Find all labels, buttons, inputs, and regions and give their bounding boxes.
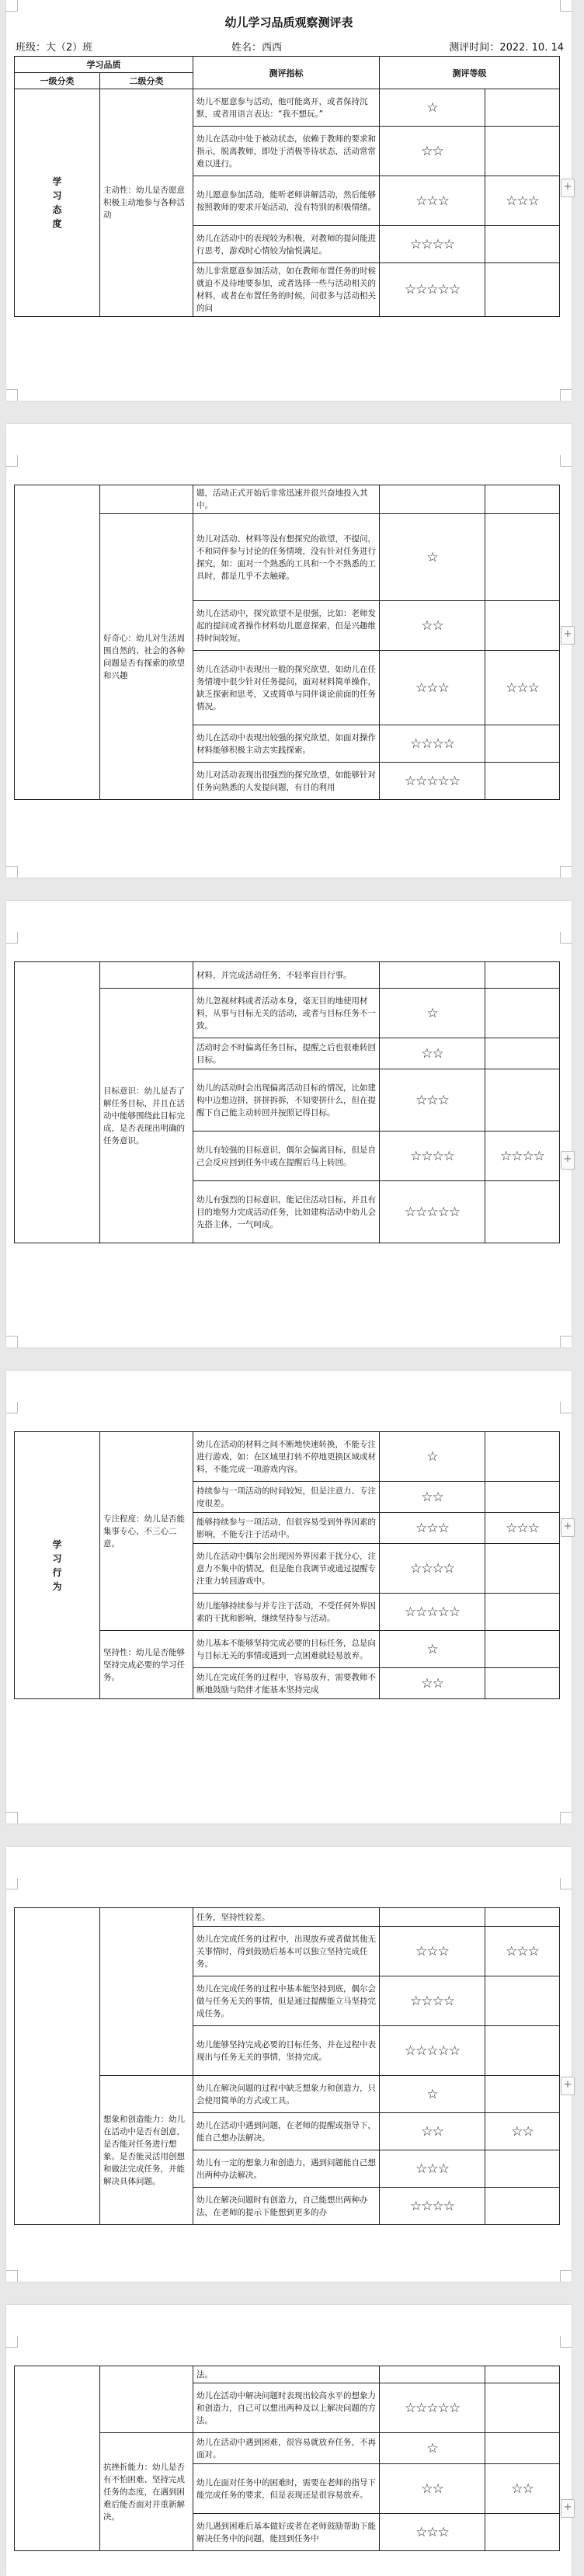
subcategory-cell-continued [100, 1908, 193, 2076]
indicator-text: 幼儿在活动中表现出一般的探究欲望，如幼儿在任务情境中很少针对任务提问，面对材料简单操作，缺乏探索和思考，又或简单与同伴谈论前面的任务情况。 [193, 651, 380, 725]
header-level-2: 二级分类 [100, 73, 193, 89]
rating-result-empty [485, 2366, 560, 2383]
star-level: ☆☆☆☆ [380, 226, 485, 263]
evaluation-table-2 [14, 485, 560, 800]
evaluation-table-5 [14, 1907, 560, 2225]
star-level-empty [380, 2366, 485, 2383]
rating-result: ☆☆ [485, 2113, 560, 2150]
crop-mark [6, 1402, 18, 1413]
indicator-text: 幼儿在面对任务中的困难时，需要在老师的指导下能完成任务的要求，但是表现还是很容易放弃。 [193, 2464, 380, 2514]
crop-mark [560, 2336, 572, 2348]
indicator-text-continued: 题，活动正式开始后非常迅速并很兴奋地投入其中。 [193, 485, 380, 514]
star-level: ☆☆☆☆☆ [380, 263, 485, 317]
indicator-text: 幼儿忽视材料或者活动本身，毫无目的地使用材料，从事与目标无关的活动，或者与目标任务不一致。 [193, 989, 380, 1038]
student-name: 姓名：西西 [231, 42, 283, 54]
crop-mark [6, 1812, 18, 1823]
rating-result [485, 1594, 560, 1631]
subcategory-imagination-creativity: 想象和创造能力：幼儿在活动中是否有创意，是否能对任务进行想象。是否能灵活用创想和做法完成任务，并能解决具体问题。 [100, 2076, 193, 2225]
indicator-text: 持续参与一项活动的时间较短，但是注意力、专注度很差。 [193, 1482, 380, 1513]
star-level: ☆☆☆☆ [380, 725, 485, 763]
star-level: ☆☆☆☆☆ [380, 1181, 485, 1243]
indicator-text: 活动时会不时偏离任务目标，提醒之后也很难转回目标。 [193, 1038, 380, 1069]
rating-result [485, 601, 560, 651]
rating-result [485, 1544, 560, 1594]
evaluation-table-3 [14, 961, 560, 1243]
document-page-5 [6, 1847, 572, 2282]
indicator-text: 幼儿有强烈的目标意识，能记住活动目标，并且有目的地努力完成活动任务，比如建构活动中幼儿会先搭主体，一气呵成。 [193, 1181, 380, 1243]
star-level: ☆☆ [380, 127, 485, 176]
rating-result [485, 127, 560, 176]
star-level: ☆☆☆☆ [380, 1132, 485, 1181]
star-level: ☆☆☆☆☆ [380, 763, 485, 800]
rating-result [485, 1631, 560, 1668]
document-page-4 [6, 1371, 572, 1823]
category-cell-continued [15, 962, 100, 1243]
rating-result [485, 263, 560, 317]
star-level: ☆☆ [380, 2113, 485, 2150]
indicator-text: 幼儿在解决问题的过程中缺乏想象力和创造力，只会使用简单的方式或工具。 [193, 2076, 380, 2113]
indicator-text: 幼儿在活动的材料之间不断地快速转换，不能专注进行游戏，如：在区域里打转不停地更换区域或材料，不能完成一项游戏内容。 [193, 1432, 380, 1482]
crop-mark [6, 2270, 18, 2282]
star-level: ☆☆☆☆ [380, 2188, 485, 2225]
star-level: ☆☆☆ [380, 176, 485, 226]
document-title: 幼儿学习品质观察测评表 [224, 16, 353, 30]
crop-mark [560, 932, 572, 944]
rating-result-empty [485, 1908, 560, 1927]
subcategory-cell-continued [100, 962, 193, 989]
rating-result [485, 1069, 560, 1132]
subcategory-cell-continued [100, 485, 193, 514]
rating-result: ☆☆☆ [485, 1513, 560, 1544]
star-level-empty [380, 962, 485, 989]
add-row-button[interactable]: + [561, 1151, 575, 1170]
rating-result-empty [485, 485, 560, 514]
star-level: ☆ [380, 89, 485, 127]
star-level: ☆☆☆☆☆ [380, 2026, 485, 2076]
crop-mark [6, 1878, 18, 1889]
indicator-text: 幼儿在活动中解决问题时表现出较高水平的想象力和创造力，自己可以想出两种及以上解决问题的方法。 [193, 2383, 380, 2433]
indicator-text: 幼儿在解决问题时有创造力，自己能想出两种办法，在老师的提示下能想到更多的办 [193, 2188, 380, 2225]
star-level-empty [380, 485, 485, 514]
rating-result [485, 1482, 560, 1513]
category-learning-attitude: 学 习 态 度 [15, 89, 100, 317]
indicator-text: 幼儿在活动中处于被动状态，依赖于教师的要求和指示，脱离教师，即处于消极等待状态，活动常常难以进行。 [193, 127, 380, 176]
crop-mark [6, 2336, 18, 2348]
rating-result [485, 89, 560, 127]
indicator-text: 幼儿在完成任务的过程中，容易放弃，需要教师不断地鼓励与陪伴才能基本坚持完成 [193, 1668, 380, 1699]
rating-result [485, 226, 560, 263]
star-level: ☆☆☆☆☆ [380, 2383, 485, 2433]
star-level: ☆☆ [380, 1038, 485, 1069]
category-cell-continued [15, 1908, 100, 2225]
evaluation-date: 测评时间：2022. 10. 14 [449, 42, 564, 54]
indicator-text: 幼儿在完成任务的过程中，出现放弃或者做其他无关事情时，得到鼓励后基本可以独立坚持完成任务。 [193, 1927, 380, 1976]
rating-result [485, 1976, 560, 2026]
star-level: ☆☆☆ [380, 2514, 485, 2551]
rating-result [485, 725, 560, 763]
crop-mark [560, 455, 572, 467]
rating-result [485, 514, 560, 601]
crop-mark [6, 389, 18, 401]
indicator-text: 幼儿基本不能够坚持完成必要的目标任务，总是向与目标无关的事情或遇到一点困难就轻易放弃。 [193, 1631, 380, 1668]
rating-result [485, 2188, 560, 2225]
crop-mark [6, 0, 18, 12]
subcategory-focus: 专注程度：幼儿是否能集事专心、不三心二意。 [100, 1432, 193, 1631]
indicator-text: 幼儿的活动时会出现偏离活动目标的情况，比如建构中边想边拼，拼拼拆拆，不知要拼什么，但在提醒下自己能主动转回并按照记得目标。 [193, 1069, 380, 1132]
star-level: ☆☆☆ [380, 1927, 485, 1976]
rating-result [485, 2383, 560, 2433]
star-level: ☆ [380, 2076, 485, 2113]
indicator-text: 幼儿有较强的目标意识，偶尔会偏离目标，但是自己会反应回到任务中或在提醒后马上转回。 [193, 1132, 380, 1181]
evaluation-table-6 [14, 2366, 560, 2551]
subcategory-persistence: 坚持性：幼儿是否能够坚持完成必要的学习任务。 [100, 1631, 193, 1699]
indicator-text: 幼儿能够坚持完成必要的目标任务，并在过程中表现出与任务无关的事情，坚持完成。 [193, 2026, 380, 2076]
category-learning-behavior: 学 习 行 为 [15, 1432, 100, 1699]
header-level-1: 一级分类 [15, 73, 100, 89]
crop-mark [560, 2270, 572, 2282]
star-level: ☆ [380, 1432, 485, 1482]
rating-result [485, 2433, 560, 2464]
rating-result [485, 2026, 560, 2076]
indicator-text-continued: 材料，并完成活动任务，不轻率盲目行事。 [193, 962, 380, 989]
indicator-text: 幼儿愿意参加活动，能听老师讲解活动，然后能够按照教师的要求开始活动，没有特别的积极情绪。 [193, 176, 380, 226]
star-level: ☆☆☆ [380, 1069, 485, 1132]
indicator-text: 幼儿在活动中遇到困难，很容易就放弃任务，不再面对。 [193, 2433, 380, 2464]
crop-mark [560, 1336, 572, 1347]
indicator-text-continued: 任务，坚持性较差。 [193, 1908, 380, 1927]
star-level: ☆☆☆☆ [380, 1544, 485, 1594]
header-learning-quality: 学习品质 [15, 57, 193, 73]
rating-result [485, 2150, 560, 2188]
star-level: ☆ [380, 514, 485, 601]
subcategory-cell-continued [100, 2366, 193, 2433]
rating-result-empty [485, 962, 560, 989]
rating-result: ☆☆☆ [485, 1927, 560, 1976]
indicator-text: 幼儿不愿意参与活动，他可能离开，或者保持沉默，或者用语言表达：“我不想玩。” [193, 89, 380, 127]
add-row-button[interactable]: + [561, 626, 575, 645]
crop-mark [6, 455, 18, 467]
star-level: ☆☆☆☆ [380, 1976, 485, 2026]
category-cell-continued [15, 485, 100, 800]
indicator-text-continued: 法。 [193, 2366, 380, 2383]
add-row-button[interactable]: + [561, 1518, 575, 1537]
indicator-text: 幼儿在活动中，探究欲望不是很强，比如：老师发起的提问或者操作材料幼儿愿意探索，但是兴趣维持时间较短。 [193, 601, 380, 651]
rating-result [485, 2514, 560, 2551]
subcategory-goal-awareness: 目标意识：幼儿是否了解任务目标，并且在活动中能够围绕此目标完成，是否表现出明确的任务意识。 [100, 989, 193, 1243]
document-page-2 [6, 424, 572, 878]
evaluation-table-4 [14, 1431, 560, 1699]
rating-result [485, 1038, 560, 1069]
indicator-text: 幼儿遇到困难后基本做好或者在老师鼓励帮助下能解决任务中的问题，能回到任务中 [193, 2514, 380, 2551]
indicator-text: 幼儿对活动表现出很强烈的探究欲望，如能够针对任务向熟悉的人发提问题，有目的利用 [193, 763, 380, 800]
rating-result [485, 763, 560, 800]
crop-mark [560, 389, 572, 401]
rating-result [485, 1432, 560, 1482]
rating-result: ☆☆☆☆ [485, 1132, 560, 1181]
crop-mark [6, 1336, 18, 1347]
rating-result [485, 1181, 560, 1243]
header-indicator: 测评指标 [193, 57, 380, 89]
rating-result: ☆☆☆ [485, 651, 560, 725]
add-row-button[interactable]: + [561, 2077, 575, 2095]
indicator-text: 幼儿在完成任务的过程中基本能坚持到底，偶尔会做与任务无关的事情，但是通过提醒能立马坚持完成任务。 [193, 1976, 380, 2026]
star-level: ☆ [380, 989, 485, 1038]
indicator-text: 幼儿非常愿意参加活动，如在教师布置任务的时候就迫不及待地要参加，或者选择一些与活动相关的材料，或者在布置任务的时候，问很多与活动相关的问 [193, 263, 380, 317]
rating-result: ☆☆ [485, 2464, 560, 2514]
crop-mark [560, 1878, 572, 1889]
add-row-button[interactable]: + [561, 179, 575, 197]
crop-mark [560, 0, 572, 12]
indicator-text: 幼儿在活动中遇到问题，在老师的提醒或指导下，能自己想办法解决。 [193, 2113, 380, 2150]
crop-mark [560, 1402, 572, 1413]
subcategory-frustration-tolerance: 抗挫折能力：幼儿是否有不怕困难、坚持完成任务的态度，在遇到困难后能否面对并重新解决。 [100, 2433, 193, 2551]
star-level-empty [380, 1908, 485, 1927]
rating-result [485, 1668, 560, 1699]
star-level: ☆☆ [380, 601, 485, 651]
crop-mark [560, 866, 572, 878]
indicator-text: 能够持续参与一项活动，但很容易受到外界因素的影响，不能专注于活动中。 [193, 1513, 380, 1544]
star-level: ☆☆☆☆☆ [380, 1594, 485, 1631]
indicator-text: 幼儿在活动中表现出较强的探究欲望，如面对操作材料能够积极主动去实践探索。 [193, 725, 380, 763]
document-page-1 [6, 0, 572, 401]
header-rating: 测评等级 [380, 57, 560, 89]
subcategory-curiosity: 好奇心：幼儿对生活周围自然的、社会的各种问题是否有探索的欲望和兴趣 [100, 514, 193, 800]
indicator-text: 幼儿能够持续参与并专注于活动，不受任何外界因素的干扰和影响，继续坚持参与活动。 [193, 1594, 380, 1631]
star-level: ☆☆ [380, 1482, 485, 1513]
star-level: ☆ [380, 2433, 485, 2464]
star-level: ☆ [380, 1631, 485, 1668]
class-info: 班级：大（2）班 [16, 42, 93, 54]
indicator-text: 幼儿在活动中偶尔会出现因外界因素干扰分心，注意力不集中的情况，但是能自我调节或通过提醒专注重力转回游戏中。 [193, 1544, 380, 1594]
rating-result: ☆☆☆ [485, 176, 560, 226]
indicator-text: 幼儿对活动、材料等没有想探究的欲望，不提问，不和同伴参与讨论的任务情境，没有针对任务进行探究，如：面对一个熟悉的工具和一个不熟悉的工具时，都是几乎不去触碰。 [193, 514, 380, 601]
add-row-button[interactable]: + [561, 2499, 575, 2518]
crop-mark [6, 866, 18, 878]
subcategory-initiative: 主动性：幼儿是否愿意积极主动地参与各种活动 [100, 89, 193, 317]
star-level: ☆☆☆ [380, 2150, 485, 2188]
document-page-3 [6, 901, 572, 1347]
rating-result [485, 989, 560, 1038]
rating-result [485, 2076, 560, 2113]
crop-mark [560, 1812, 572, 1823]
indicator-text: 幼儿在活动中的表现较为积极，对教师的提问能进行思考，游戏时心情较为愉悦满足。 [193, 226, 380, 263]
indicator-text: 幼儿有一定的想象力和创造力，遇到问题能自己想出两种办法解决。 [193, 2150, 380, 2188]
star-level: ☆☆☆ [380, 1513, 485, 1544]
category-cell-continued [15, 2366, 100, 2551]
evaluation-table-1 [14, 56, 560, 317]
star-level: ☆☆☆ [380, 651, 485, 725]
star-level: ☆☆ [380, 1668, 485, 1699]
star-level: ☆☆ [380, 2464, 485, 2514]
document-page-6 [6, 2305, 572, 2576]
crop-mark [6, 932, 18, 944]
